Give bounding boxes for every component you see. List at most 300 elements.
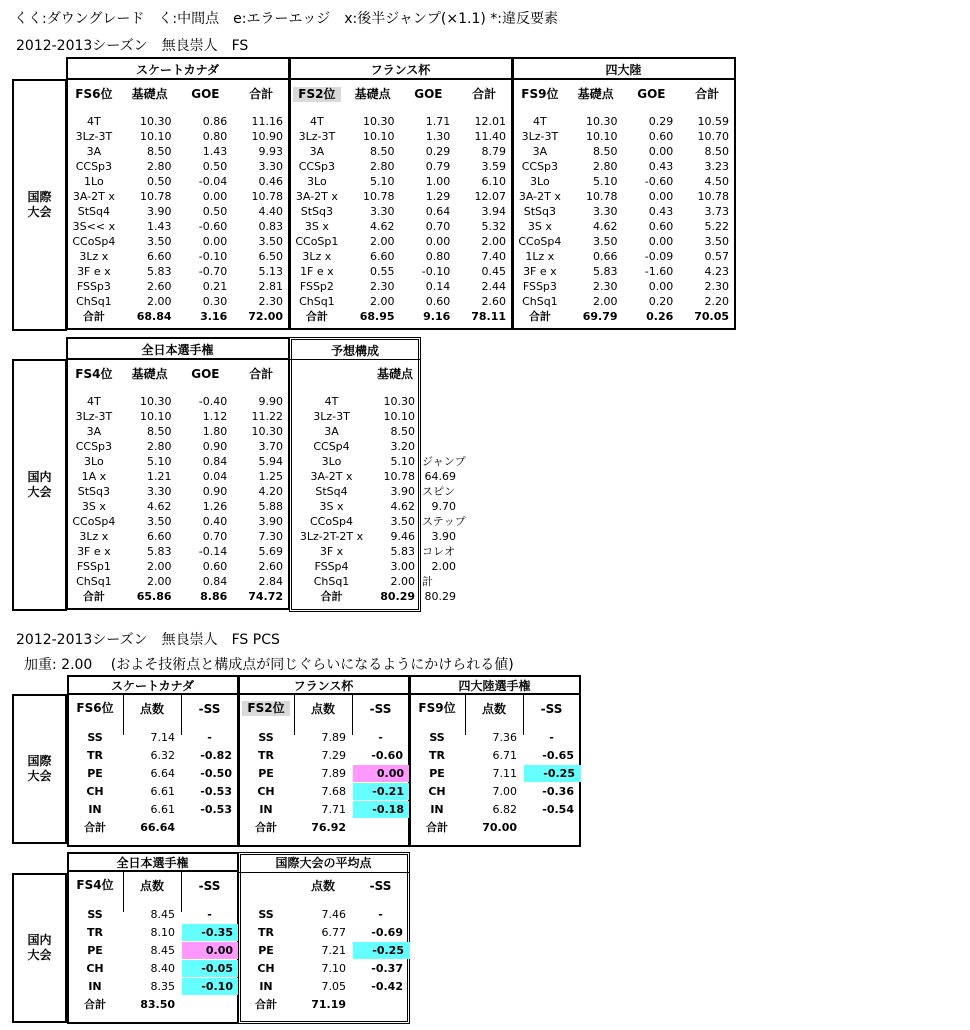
goe-value: 0.14	[425, 280, 451, 293]
element-name: CCSp3	[75, 440, 113, 453]
element-name: 3F e x	[523, 265, 557, 278]
total-value: 4.50	[704, 175, 729, 188]
total-value: 2.44	[481, 280, 506, 293]
total-value: 11.22	[251, 410, 283, 423]
pcs-ss-diff: -	[378, 731, 383, 744]
goe-value: 0.84	[202, 575, 228, 588]
total-value: 5.32	[481, 220, 506, 233]
pcs-ss-diff: 0.00	[182, 942, 239, 959]
pcs-sum-label: 合計	[426, 821, 448, 834]
element-name: StSq3	[300, 205, 333, 218]
element-name: CCoSp4	[72, 515, 116, 528]
pcs-points: 6.64	[150, 767, 175, 780]
total-value: 10.59	[697, 115, 729, 128]
element-name: CCoSp1	[295, 235, 339, 248]
element-name: 4T	[533, 115, 547, 128]
goe-value: 1.30	[425, 130, 451, 143]
element-name: CCSp3	[75, 160, 113, 173]
pcs-points: 7.36	[492, 731, 517, 744]
pcs-ss-header: -SS	[540, 702, 563, 716]
summary-label: ジャンプ	[422, 455, 466, 468]
sum-label: 合計	[305, 310, 328, 323]
goe-value: -0.10	[421, 265, 451, 278]
total-value: 6.50	[258, 250, 283, 263]
element-name: 3Lz-3T	[75, 130, 113, 143]
intl-label-line1: 国際	[27, 190, 52, 204]
goe-header: GOE	[637, 87, 666, 101]
goe-value: 0.43	[648, 205, 674, 218]
total-value: 3.59	[481, 160, 506, 173]
pcs-points: 7.05	[321, 980, 346, 993]
element-name: 3A-2T x	[518, 190, 561, 203]
base-value: 3.90	[147, 205, 172, 218]
comp-name: スケートカナダ	[135, 63, 220, 77]
base-value: 10.10	[586, 130, 618, 143]
base-value: 8.50	[593, 145, 618, 158]
pcs-points-header: 点数	[139, 702, 164, 716]
element-name: StSq3	[77, 485, 110, 498]
pcs-sum: 76.92	[311, 821, 346, 834]
base-value: 4.62	[593, 220, 618, 233]
predicted-element: CCoSp4	[309, 515, 354, 528]
element-name: 3Lz x	[79, 250, 109, 263]
base-value: 10.10	[140, 410, 172, 423]
pcs-component: TR	[258, 749, 274, 762]
goe-value: 1.43	[202, 145, 228, 158]
total-value: 2.30	[704, 280, 729, 293]
goe-value: -0.10	[198, 250, 228, 263]
pcs-ss-diff: -0.60	[371, 749, 403, 762]
pcs-component: CH	[86, 785, 104, 798]
pcs-ss-diff: -	[378, 908, 383, 921]
goe-value: -0.14	[198, 545, 228, 558]
summary-label: ステップ	[422, 515, 466, 528]
summary-value: 64.69	[424, 470, 456, 483]
goe-value: -0.60	[198, 220, 228, 233]
total-value: 2.20	[704, 295, 729, 308]
pcs-points-header: 点数	[310, 879, 335, 893]
goe-value: 1.29	[425, 190, 451, 203]
base-value: 10.30	[140, 395, 172, 408]
total-value: 1.25	[258, 470, 283, 483]
pcs-component: TR	[258, 926, 274, 939]
pcs-ss-diff: -0.37	[371, 962, 403, 975]
rank-label: FS4位	[75, 367, 113, 381]
predicted-element: StSq4	[315, 485, 348, 498]
pcs-points: 7.89	[321, 731, 346, 744]
base-value: 5.83	[593, 265, 618, 278]
base-value: 4.62	[147, 500, 172, 513]
pcs-points: 6.82	[492, 803, 517, 816]
pcs-component: SS	[87, 908, 103, 921]
pcs-component: SS	[258, 731, 274, 744]
pcs-points: 8.35	[150, 980, 175, 993]
element-name: CCoSp4	[72, 235, 116, 248]
predicted-element: 3Lo	[321, 455, 342, 468]
base-value: 10.78	[363, 190, 395, 203]
predicted-base: 8.50	[390, 425, 415, 438]
pcs-ss-diff: 0.00	[353, 765, 410, 782]
pcs-ss-diff: -0.36	[542, 785, 574, 798]
base-value: 2.00	[370, 235, 395, 248]
element-name: 4T	[310, 115, 324, 128]
predicted-base: 10.30	[383, 395, 415, 408]
pcs-component: PE	[258, 767, 274, 780]
intl-label	[12, 190, 67, 220]
pcs-ss-diff: -0.10	[182, 978, 239, 995]
predicted-base: 3.50	[390, 515, 415, 528]
predicted-base: 4.62	[390, 500, 415, 513]
total-value: 2.84	[258, 575, 283, 588]
pcs-ss-header: -SS	[369, 879, 392, 893]
base-value: 2.60	[147, 280, 172, 293]
predicted-base: 9.46	[390, 530, 415, 543]
base-value: 10.30	[140, 115, 172, 128]
dom-label-line1: 国内	[27, 470, 52, 484]
base-value: 2.80	[593, 160, 618, 173]
summary-label: コレオ	[422, 545, 455, 558]
base-value: 6.60	[147, 530, 172, 543]
goe-value: 0.40	[202, 515, 228, 528]
predicted-base: 5.10	[390, 455, 415, 468]
pcs-ss-diff: -0.65	[542, 749, 574, 762]
predicted-base: 3.90	[390, 485, 415, 498]
total-value: 7.30	[258, 530, 283, 543]
pcs-points: 7.21	[321, 944, 346, 957]
predicted-element: FSSp4	[314, 560, 349, 573]
goe-value: -0.70	[198, 265, 228, 278]
pcs-component: PE	[258, 944, 274, 957]
goe-value: 1.80	[202, 425, 228, 438]
base-value: 0.50	[147, 175, 172, 188]
element-name: 3A	[86, 425, 102, 438]
summary-value: 2.00	[431, 560, 456, 573]
pcs-points-header: 点数	[481, 702, 506, 716]
total-value: 8.79	[481, 145, 506, 158]
total-value: 2.00	[481, 235, 506, 248]
goe-value: 0.60	[425, 295, 451, 308]
pcs-points: 7.00	[492, 785, 517, 798]
pcs-ss-diff: -0.50	[200, 767, 232, 780]
pcs-dom-label	[12, 933, 67, 963]
base-value: 2.30	[593, 280, 618, 293]
pcs-ss-diff: -0.54	[542, 803, 574, 816]
summary-value: 3.90	[431, 530, 456, 543]
pcs-component: IN	[259, 803, 273, 816]
total-value: 5.88	[258, 500, 283, 513]
goe-value: 0.84	[202, 455, 228, 468]
pcs-component: IN	[430, 803, 444, 816]
total-value: 7.40	[481, 250, 506, 263]
element-name: 1Lz x	[525, 250, 555, 263]
pcs-points: 6.77	[321, 926, 346, 939]
sum-base: 68.95	[359, 310, 395, 323]
total-value: 2.60	[481, 295, 506, 308]
pcs-sum: 66.64	[140, 821, 175, 834]
pcs-points: 8.45	[150, 944, 175, 957]
base-value: 10.30	[586, 115, 618, 128]
pcs-points: 7.68	[321, 785, 346, 798]
pcs-rank-label: FS2位	[242, 701, 290, 716]
pcs-ss-diff: -0.25	[353, 942, 410, 959]
total-value: 10.30	[251, 425, 283, 438]
pcs-sum-label: 合計	[255, 821, 277, 834]
predicted-element: ChSq1	[313, 575, 350, 588]
summary-label: 計	[422, 575, 433, 588]
base-value: 1.21	[147, 470, 172, 483]
summary-value: 9.70	[431, 500, 456, 513]
total-header: 合計	[472, 87, 497, 101]
element-name: 3Lz x	[302, 250, 332, 263]
pcs-intl-label	[12, 754, 67, 784]
element-name: 3Lz x	[79, 530, 109, 543]
sum-total: 72.00	[248, 310, 283, 323]
goe-value: 0.00	[202, 235, 228, 248]
pcs-points-header: 点数	[139, 879, 164, 893]
total-value: 10.78	[697, 190, 729, 203]
base-value: 0.55	[370, 265, 395, 278]
base-value: 10.78	[140, 190, 172, 203]
goe-header: GOE	[414, 87, 443, 101]
total-value: 5.22	[704, 220, 729, 233]
base-value: 3.30	[370, 205, 395, 218]
predicted-sum: 80.29	[380, 590, 415, 603]
pcs-ss-header: -SS	[198, 879, 221, 893]
pcs-sum-label: 合計	[84, 998, 106, 1011]
goe-header: GOE	[191, 367, 220, 381]
total-value: 2.30	[258, 295, 283, 308]
goe-value: 0.00	[425, 235, 451, 248]
total-value: 10.90	[251, 130, 283, 143]
total-value: 5.69	[258, 545, 283, 558]
base-header: 基礎点	[131, 87, 168, 101]
goe-value: -1.60	[644, 265, 674, 278]
base-value: 2.00	[147, 560, 172, 573]
pcs-rank-label: FS4位	[76, 878, 114, 892]
goe-value: 0.60	[648, 130, 674, 143]
total-value: 4.23	[704, 265, 729, 278]
base-value: 2.80	[147, 160, 172, 173]
predicted-base: 10.78	[383, 470, 415, 483]
pcs-component: SS	[87, 731, 103, 744]
predicted-base-header: 基礎点	[376, 367, 413, 381]
element-name: FSSp3	[76, 280, 111, 293]
pcs-sum: 83.50	[140, 998, 175, 1011]
pcs-ss-diff: -0.82	[200, 749, 232, 762]
element-name: CCSp3	[298, 160, 336, 173]
pcs-rank-label: FS6位	[76, 701, 114, 715]
total-value: 3.70	[258, 440, 283, 453]
element-name: 3Lo	[307, 175, 327, 188]
pcs-ss-diff: -0.18	[353, 801, 410, 818]
pcs-points: 7.14	[150, 731, 175, 744]
pcs-component: CH	[86, 962, 104, 975]
pcs-ss-diff: -	[207, 731, 212, 744]
base-value: 5.10	[370, 175, 395, 188]
goe-value: 0.29	[425, 145, 451, 158]
sum-label: 合計	[82, 590, 105, 603]
pcs-comp-name: 四大陸選手権	[458, 679, 531, 693]
pcs-intl-label-line2: 大会	[27, 769, 52, 783]
element-name: 3Lz-3T	[521, 130, 559, 143]
goe-value: 0.20	[648, 295, 674, 308]
goe-value: -0.04	[198, 175, 228, 188]
element-name: 3A	[532, 145, 548, 158]
element-name: 3A-2T x	[295, 190, 338, 203]
base-value: 0.66	[593, 250, 618, 263]
goe-value: 0.00	[648, 145, 674, 158]
pcs-ss-diff: -0.21	[353, 783, 410, 800]
element-name: 3Lo	[84, 455, 104, 468]
base-value: 3.30	[593, 205, 618, 218]
predicted-divider	[289, 359, 421, 360]
goe-value: 0.30	[202, 295, 228, 308]
pcs-component: CH	[428, 785, 446, 798]
element-name: ChSq1	[299, 295, 335, 308]
pcs-points: 7.11	[492, 767, 517, 780]
pcs-component: TR	[87, 926, 103, 939]
total-value: 3.73	[704, 205, 729, 218]
base-value: 2.30	[370, 280, 395, 293]
total-value: 3.94	[481, 205, 506, 218]
predicted-element: CCSp4	[313, 440, 350, 453]
base-value: 5.83	[147, 265, 172, 278]
total-value: 6.10	[481, 175, 506, 188]
pcs-sum-label: 合計	[255, 998, 277, 1011]
intl-label-line2: 大会	[27, 205, 52, 219]
total-header: 合計	[249, 367, 274, 381]
sum-total: 78.11	[471, 310, 506, 323]
goe-value: 1.71	[425, 115, 451, 128]
element-name: 3F e x	[77, 265, 111, 278]
pcs-points: 7.89	[321, 767, 346, 780]
pcs-ss-diff: -0.53	[200, 785, 232, 798]
goe-value: 0.70	[425, 220, 451, 233]
total-value: 0.46	[258, 175, 283, 188]
pcs-points: 7.71	[321, 803, 346, 816]
base-value: 5.10	[593, 175, 618, 188]
pcs-component: PE	[87, 944, 103, 957]
total-value: 11.16	[251, 115, 283, 128]
base-value: 2.80	[370, 160, 395, 173]
base-value: 6.60	[147, 250, 172, 263]
legend-text: くく:ダウングレード く:中間点 e:エラーエッジ x:後半ジャンプ(×1.1) *:違反要素	[14, 11, 559, 27]
sum-base: 65.86	[136, 590, 172, 603]
pcs-points: 8.40	[150, 962, 175, 975]
base-value: 3.30	[147, 485, 172, 498]
base-value: 2.00	[147, 575, 172, 588]
base-value: 5.83	[147, 545, 172, 558]
pcs-points: 7.10	[321, 962, 346, 975]
base-value: 2.80	[147, 440, 172, 453]
goe-value: 0.64	[425, 205, 451, 218]
total-value: 8.50	[704, 145, 729, 158]
element-name: FSSp3	[522, 280, 557, 293]
goe-value: 0.04	[202, 470, 228, 483]
sum-total: 70.05	[694, 310, 729, 323]
goe-value: 0.29	[648, 115, 674, 128]
base-value: 1.43	[147, 220, 172, 233]
pcs-sum: 70.00	[482, 821, 517, 834]
goe-value: 0.00	[648, 190, 674, 203]
element-name: 3S x	[527, 220, 552, 233]
pcs-component: TR	[87, 749, 103, 762]
pcs-component: IN	[259, 980, 273, 993]
pcs-sum: 71.19	[311, 998, 346, 1011]
rank-label: FS6位	[75, 87, 113, 101]
fs-title: 2012-2013シーズン 無良崇人 FS	[16, 38, 249, 54]
pcs-points: 6.71	[492, 749, 517, 762]
predicted-base: 3.20	[390, 440, 415, 453]
base-value: 2.00	[147, 295, 172, 308]
total-value: 10.70	[697, 130, 729, 143]
goe-header: GOE	[191, 87, 220, 101]
base-value: 4.62	[370, 220, 395, 233]
element-name: 3F e x	[77, 545, 111, 558]
pcs-component: IN	[88, 980, 102, 993]
total-value: 5.94	[258, 455, 283, 468]
total-header: 合計	[249, 87, 274, 101]
predicted-element: 3A-2T x	[310, 470, 353, 483]
total-value: 3.23	[704, 160, 729, 173]
goe-value: 0.70	[202, 530, 228, 543]
dom-label	[12, 470, 67, 500]
predicted-base: 5.83	[390, 545, 415, 558]
pcs-points: 8.45	[150, 908, 175, 921]
pcs-points: 6.61	[150, 803, 175, 816]
goe-value: 0.80	[202, 130, 228, 143]
pcs-ss-diff: -0.35	[182, 924, 239, 941]
element-name: 3S x	[304, 220, 329, 233]
pcs-component: IN	[88, 803, 102, 816]
pcs-component: CH	[257, 962, 275, 975]
element-name: 3Lz-3T	[75, 410, 113, 423]
base-value: 10.30	[363, 115, 395, 128]
element-name: CCoSp4	[518, 235, 562, 248]
pcs-comp-name: 国際大会の平均点	[275, 856, 372, 870]
predicted-element: 3Lz-2T-2T x	[299, 530, 364, 543]
goe-value: -0.09	[644, 250, 674, 263]
goe-value: 0.00	[648, 280, 674, 293]
weight-note: 加重: 2.00 (およそ技術点と構成点が同じぐらいになるようにかけられる値)	[24, 657, 514, 673]
goe-value: 0.79	[425, 160, 451, 173]
total-value: 0.83	[258, 220, 283, 233]
goe-value: 0.90	[202, 485, 228, 498]
base-value: 5.10	[147, 455, 172, 468]
element-name: 3A	[309, 145, 325, 158]
pcs-ss-diff: -	[549, 731, 554, 744]
predicted-element: 3F x	[319, 545, 344, 558]
element-name: 1F e x	[300, 265, 334, 278]
pcs-title: 2012-2013シーズン 無良崇人 FS PCS	[16, 632, 280, 648]
sum-base: 69.79	[582, 310, 618, 323]
pcs-ss-diff: -0.25	[524, 765, 581, 782]
pcs-component: PE	[87, 767, 103, 780]
total-value: 3.30	[258, 160, 283, 173]
element-name: CCSp3	[521, 160, 559, 173]
base-value: 10.10	[363, 130, 395, 143]
pcs-comp-name: 全日本選手権	[116, 856, 189, 870]
base-value: 8.50	[147, 145, 172, 158]
goe-value: 0.80	[425, 250, 451, 263]
element-name: 3S<< x	[72, 220, 116, 233]
sum-goe: 3.16	[200, 310, 228, 323]
element-name: ChSq1	[522, 295, 558, 308]
goe-value: 0.60	[202, 560, 228, 573]
sum-label: 合計	[82, 310, 105, 323]
pcs-comp-name: スケートカナダ	[110, 679, 195, 693]
base-value: 3.50	[147, 515, 172, 528]
